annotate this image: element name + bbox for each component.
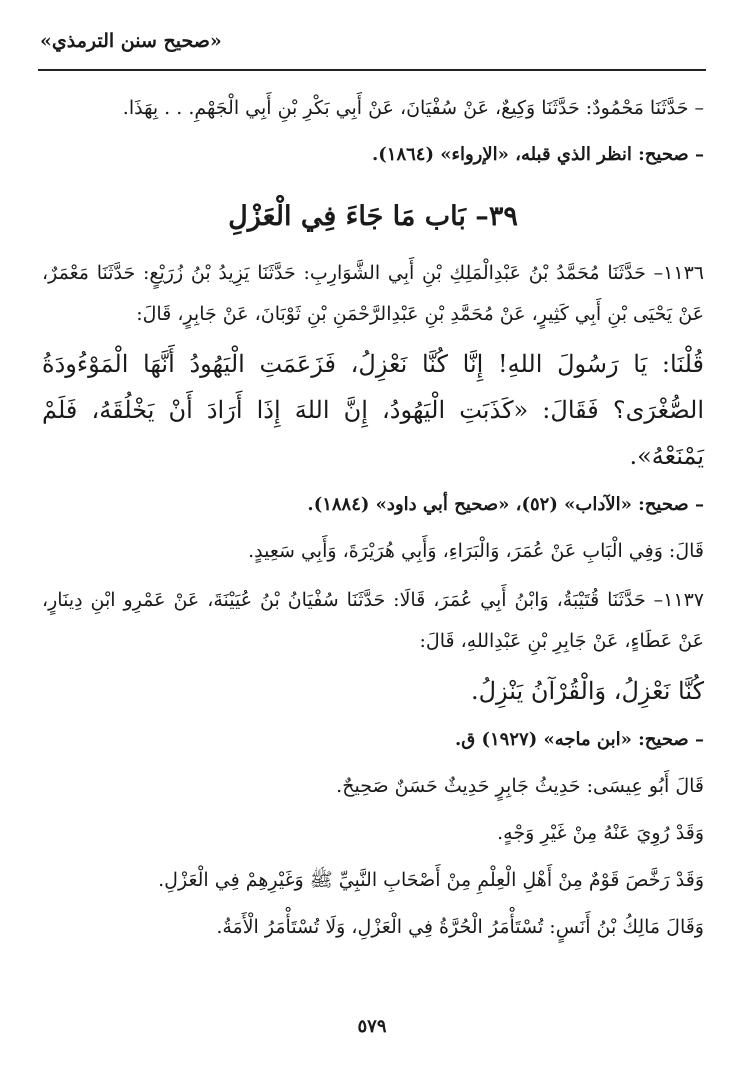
commentary-line: وَقَدْ رَخَّصَ قَوْمٌ مِنْ أَهْلِ الْعِلْمِ مِنْ أَصْحَابِ النَّبِيِّ ﷺ وَغَيْرِهِمْ فِي الْعَزْلِ. xyxy=(158,869,704,891)
hadith-1136-chain: ١١٣٦– حَدَّثَنَا مُحَمَّدُ بْنُ عَبْدِالْمَلِكِ بْنِ أَبِي الشَّوَارِبِ: حَدَّثَنَا يَزِيدُ بْنُ زُرَيْعٍ: حَدَّثَنَا مَعْمَرٌ، عَنْ يَحْيَى بْنِ أَبِي كَثِيرٍ، عَنْ مُحَمَّدِ بْنِ عَبْدِالرَّحْمَنِ بْنِ ثَوْبَانَ، عَنْ جَابِرٍ، قَالَ: xyxy=(42,262,704,325)
commentary-line: وَقَالَ مَالِكُ بْنُ أَنَسٍ: تُسْتَأْمَرُ الْحُرَّةُ فِي الْعَزْلِ، وَلَا تُسْتَأْمَرُ الْأَمَةُ. xyxy=(216,916,704,938)
grading-note: – صحيح: «ابن ماجه» (١٩٢٧) ق. xyxy=(455,729,704,750)
page-number: ٥٧٩ xyxy=(357,1016,387,1037)
grading-note: – صحيح: انظر الذي قبله، «الإرواء» (١٨٦٤). xyxy=(372,144,704,165)
commentary-line: قَالَ أَبُو عِيسَى: حَدِيثُ جَابِرٍ حَدِيثٌ حَسَنٌ صَحِيحٌ. xyxy=(336,775,704,797)
page-body xyxy=(42,88,704,954)
hadith-chain-continuation: – حَدَّثَنَا مَحْمُودٌ: حَدَّثَنَا وَكِيعٌ، عَنْ سُفْيَانَ، عَنْ أَبِي بَكْرِ بْنِ أَبِي الْجَهْمِ. . . بِهَذَا. xyxy=(122,97,704,119)
running-head: «صحيح سنن الترمذي» xyxy=(40,30,222,52)
header-rule xyxy=(38,69,706,71)
grading-note: – صحيح: «الآداب» (٥٢)، «صحيح أبي داود» (١٨٨٤). xyxy=(307,494,704,515)
chapter-note: قَالَ: وَفِي الْبَابِ عَنْ عُمَرَ، وَالْبَرَاءِ، وَأَبِي هُرَيْرَةَ، وَأَبِي سَعِيدٍ. xyxy=(248,540,704,562)
chapter-heading: ٣٩– بَاب مَا جَاءَ فِي الْعَزْلِ xyxy=(228,201,518,232)
hadith-1136-text: قُلْنَا: يَا رَسُولَ اللهِ! إِنَّا كُنَّا نَعْزِلُ، فَزَعَمَتِ الْيَهُودُ أَنَّهَا الْمَوْءُودَةُ الصُّغْرَى؟ فَقَالَ: «كَذَبَتِ الْيَهُودُ، إِنَّ اللهَ إِذَا أَرَادَ أَنْ يَخْلُقَهُ، فَلَمْ يَمْنَعْهُ». xyxy=(42,350,704,470)
commentary-line: وَقَدْ رُوِيَ عَنْهُ مِنْ غَيْرِ وَجْهٍ. xyxy=(497,822,704,844)
hadith-1137-text: كُنَّا نَعْزِلُ، وَالْقُرْآنُ يَنْزِلُ. xyxy=(470,677,704,705)
hadith-1137-chain: ١١٣٧– حَدَّثَنَا قُتَيْبَةُ، وَابْنُ أَبِي عُمَرَ، قَالَا: حَدَّثَنَا سُفْيَانُ بْنُ عُيَيْنَةَ، عَنْ عَمْرِو ابْنِ دِينَارٍ، عَنْ عَطَاءٍ، عَنْ جَابِرِ بْنِ عَبْدِاللهِ، قَالَ: xyxy=(42,589,704,652)
